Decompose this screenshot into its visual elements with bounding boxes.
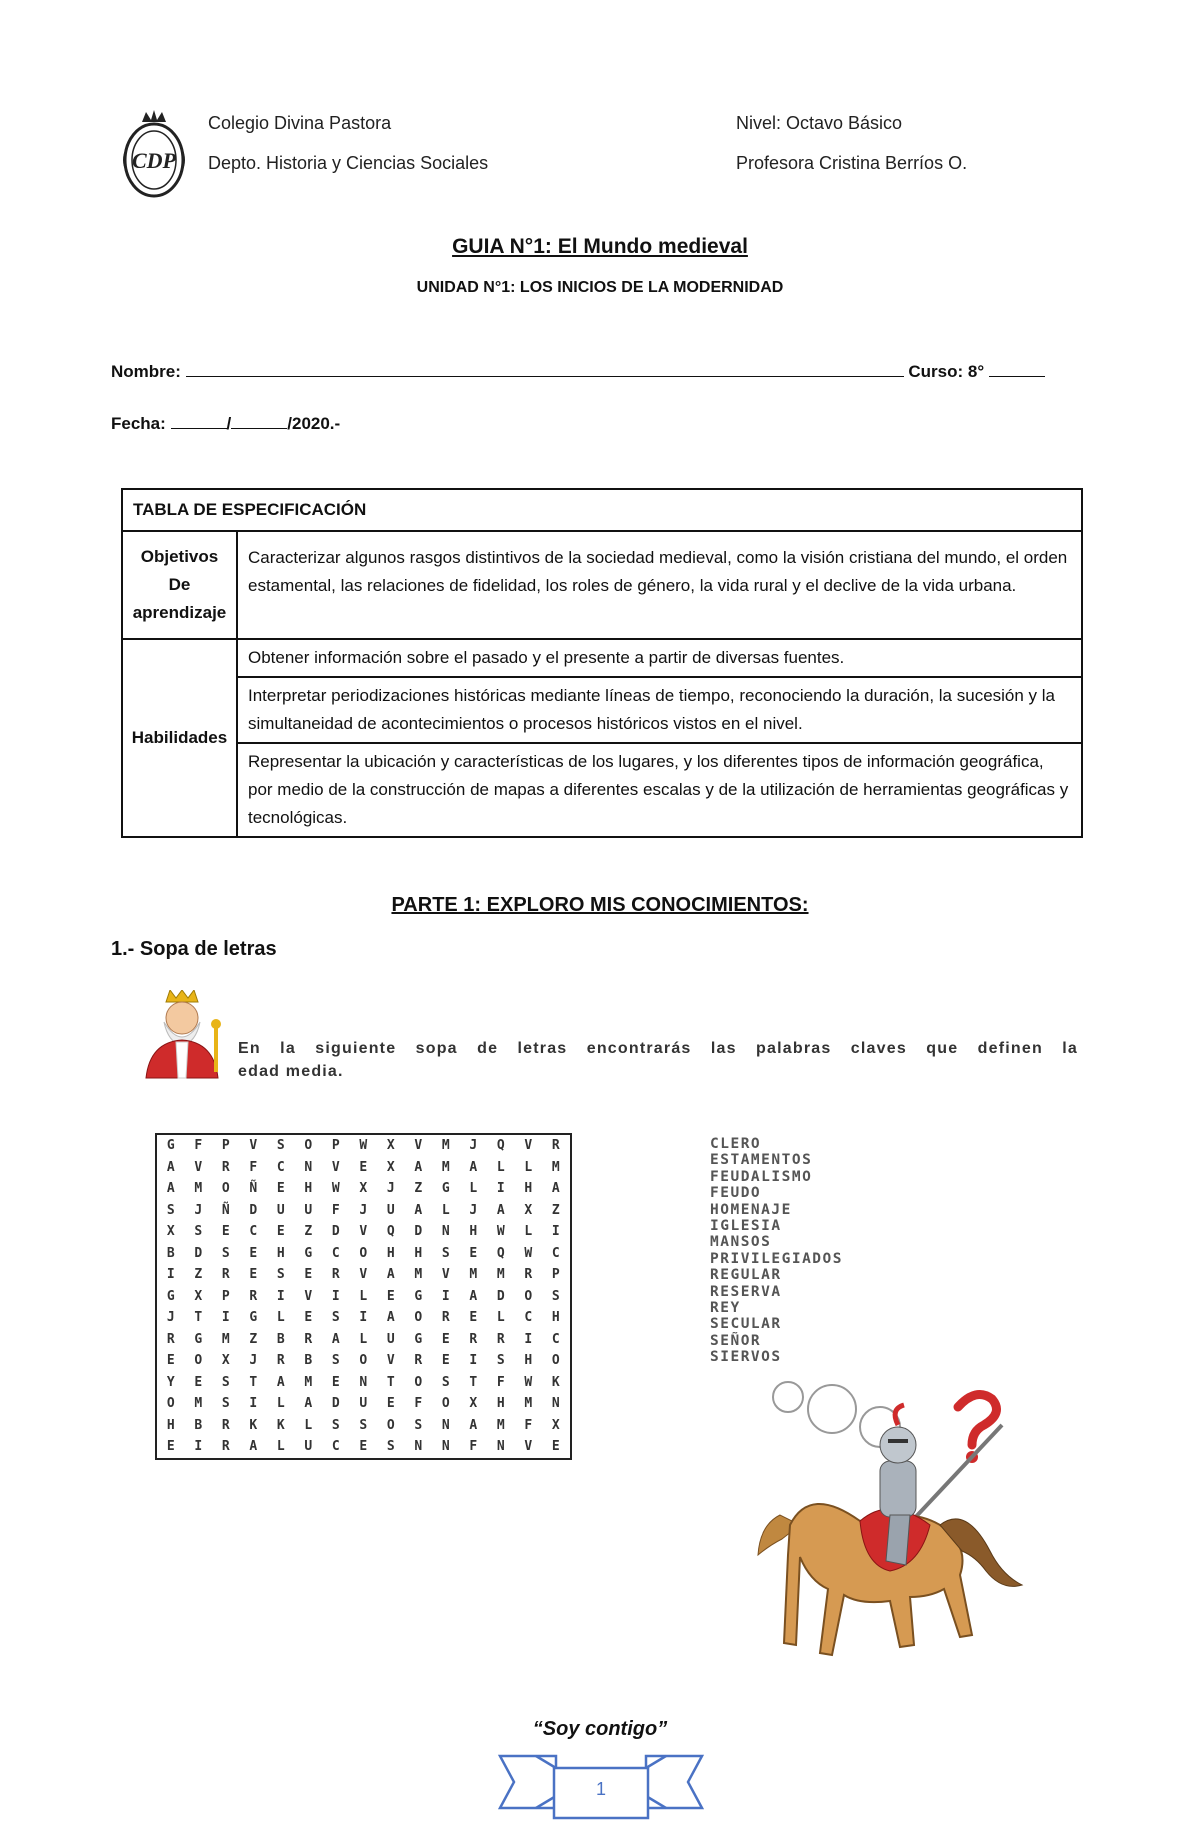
grid-letter: Z xyxy=(551,1202,560,1218)
grid-letter: J xyxy=(166,1310,175,1326)
grid-letter: J xyxy=(194,1202,203,1218)
grid-letter: S xyxy=(414,1417,423,1433)
grid-letter: W xyxy=(359,1138,368,1154)
grid-letter: Y xyxy=(166,1374,175,1390)
grid-letter: G xyxy=(441,1181,450,1197)
grid-letter: M xyxy=(551,1159,560,1175)
grid-letter: C xyxy=(249,1224,258,1240)
grid-letter: G xyxy=(194,1331,203,1347)
grid-letter: T xyxy=(194,1310,203,1326)
grid-letter: S xyxy=(441,1374,450,1390)
grid-letter: E xyxy=(441,1331,450,1347)
grid-letter: A xyxy=(469,1417,478,1433)
grid-letter: E xyxy=(441,1353,450,1369)
grid-letter: N xyxy=(441,1224,450,1240)
grid-letter: V xyxy=(249,1138,258,1154)
grid-letter: E xyxy=(221,1224,230,1240)
grid-letter: M xyxy=(496,1267,505,1283)
grid-letter: I xyxy=(551,1224,560,1240)
grid-letter: I xyxy=(166,1267,175,1283)
grid-letter: H xyxy=(414,1245,423,1261)
grid-letter: A xyxy=(469,1288,478,1304)
grid-letter: D xyxy=(249,1202,258,1218)
grid-letter: G xyxy=(414,1288,423,1304)
grid-row xyxy=(156,1157,571,1179)
grid-letter: F xyxy=(331,1202,340,1218)
grid-letter: L xyxy=(359,1331,368,1347)
grid-row xyxy=(156,1221,571,1243)
grid-letter: L xyxy=(276,1439,285,1455)
date-field[interactable]: Fecha: / /2020.- xyxy=(111,414,341,433)
grid-row xyxy=(156,1329,571,1351)
grid-letter: I xyxy=(359,1310,368,1326)
grid-letter: S xyxy=(496,1353,505,1369)
grid-letter: L xyxy=(304,1417,313,1433)
word-list-item: FEUDO xyxy=(710,1185,762,1202)
date-label: Fecha: xyxy=(111,414,166,433)
grid-letter: L xyxy=(469,1181,478,1197)
king-illustration xyxy=(136,990,228,1080)
grid-letter: L xyxy=(524,1159,533,1175)
grid-letter: G xyxy=(166,1138,175,1154)
grid-letter: L xyxy=(276,1310,285,1326)
grid-letter: P xyxy=(551,1267,560,1283)
grid-letter: U xyxy=(304,1439,313,1455)
grid-letter: S xyxy=(386,1439,395,1455)
grid-letter: R xyxy=(469,1331,478,1347)
grid-letter: I xyxy=(496,1181,505,1197)
grid-letter: M xyxy=(469,1267,478,1283)
grid-letter: C xyxy=(331,1439,340,1455)
grid-letter: I xyxy=(276,1288,285,1304)
grid-letter: B xyxy=(194,1417,203,1433)
grid-letter: U xyxy=(386,1331,395,1347)
grid-letter: N xyxy=(551,1396,560,1412)
department: Depto. Historia y Ciencias Sociales xyxy=(208,153,489,173)
instruction-text: En la siguiente sopa de letras encontrarás las palabras claves que definen la edad media. xyxy=(238,1040,1078,1080)
grid-letter: R xyxy=(221,1417,230,1433)
grid-letter: M xyxy=(414,1267,423,1283)
grid-letter: S xyxy=(441,1245,450,1261)
grid-letter: O xyxy=(441,1396,450,1412)
grid-letter: O xyxy=(304,1138,313,1154)
grid-letter: R xyxy=(496,1331,505,1347)
grid-letter: L xyxy=(359,1288,368,1304)
grid-letter: O xyxy=(221,1181,230,1197)
grid-letter: A xyxy=(386,1267,395,1283)
grid-letter: A xyxy=(414,1159,423,1175)
skill-item: Obtener información sobre el pasado y el presente a partir de diversas fuentes. xyxy=(237,639,1082,677)
grid-letter: R xyxy=(221,1439,230,1455)
grid-letter: C xyxy=(524,1310,533,1326)
grid-letter: B xyxy=(304,1353,313,1369)
grid-letter: E xyxy=(359,1159,368,1175)
grid-letter: Z xyxy=(304,1224,313,1240)
grid-letter: V xyxy=(414,1138,423,1154)
word-list-item: SECULAR xyxy=(710,1316,782,1333)
grid-letter: R xyxy=(414,1353,423,1369)
grid-letter: R xyxy=(524,1267,533,1283)
grid-letter: Q xyxy=(496,1138,505,1154)
grid-letter: M xyxy=(441,1138,450,1154)
grid-letter: B xyxy=(166,1245,175,1261)
grid-letter: V xyxy=(331,1159,340,1175)
objective-text: Caracterizar algunos rasgos distintivos de la sociedad medieval, como la visión cristiana del mundo, el orden estamental, las relaciones de fidelidad, los roles de género, la vida rural y el declive de la vida urbana. xyxy=(237,531,1082,639)
grid-letter: L xyxy=(441,1202,450,1218)
grid-letter: S xyxy=(166,1202,175,1218)
grid-letter: I xyxy=(441,1288,450,1304)
grid-letter: E xyxy=(469,1245,478,1261)
grid-letter: I xyxy=(221,1310,230,1326)
grid-letter: H xyxy=(276,1245,285,1261)
grid-letter: I xyxy=(331,1288,340,1304)
grid-letter: N xyxy=(441,1439,450,1455)
grid-letter: D xyxy=(331,1396,340,1412)
grid-letter: O xyxy=(194,1353,203,1369)
grid-letter: G xyxy=(414,1331,423,1347)
grid-letter: A xyxy=(304,1396,313,1412)
grid-letter: W xyxy=(496,1224,505,1240)
grid-letter: F xyxy=(496,1374,505,1390)
grid-row xyxy=(156,1415,571,1437)
grid-letter: N xyxy=(304,1159,313,1175)
grid-letter: N xyxy=(441,1417,450,1433)
grid-letter: J xyxy=(249,1353,258,1369)
grid-letter: M xyxy=(496,1417,505,1433)
grid-letter: T xyxy=(249,1374,258,1390)
grid-letter: U xyxy=(359,1396,368,1412)
grid-letter: A xyxy=(166,1159,175,1175)
grid-letter: E xyxy=(276,1224,285,1240)
grid-letter: Ñ xyxy=(221,1202,230,1218)
grid-letter: R xyxy=(551,1138,560,1154)
part1-title: PARTE 1: EXPLORO MIS CONOCIMIENTOS: xyxy=(391,894,809,916)
skill-item: Interpretar periodizaciones históricas mediante líneas de tiempo, reconociendo la duración, la sucesión y la simultaneidad de acontecimientos o procesos históricos vistos en el nivel. xyxy=(237,677,1082,743)
grid-letter: N xyxy=(359,1374,368,1390)
grid-letter: O xyxy=(386,1417,395,1433)
school-motto: “Soy contigo” xyxy=(532,1718,668,1740)
grid-letter: G xyxy=(304,1245,313,1261)
grid-letter: R xyxy=(221,1159,230,1175)
grid-letter: X xyxy=(359,1181,368,1197)
grid-letter: H xyxy=(386,1245,395,1261)
grid-letter: X xyxy=(386,1159,395,1175)
grid-letter: S xyxy=(551,1288,560,1304)
grid-letter: F xyxy=(524,1417,533,1433)
grid-letter: A xyxy=(551,1181,560,1197)
grid-letter: S xyxy=(331,1310,340,1326)
grid-letter: I xyxy=(194,1439,203,1455)
grid-letter: V xyxy=(524,1138,533,1154)
grid-letter: J xyxy=(359,1202,368,1218)
grid-letter: O xyxy=(551,1353,560,1369)
spec-table-title: TABLA DE ESPECIFICACIÓN xyxy=(122,489,1082,531)
specification-table xyxy=(121,488,1083,838)
school-name: Colegio Divina Pastora xyxy=(208,113,392,133)
grid-letter: R xyxy=(441,1310,450,1326)
school-logo xyxy=(118,108,190,200)
grid-row xyxy=(156,1243,571,1265)
grid-letter: M xyxy=(221,1331,230,1347)
grid-letter: R xyxy=(166,1331,175,1347)
grid-letter: O xyxy=(414,1374,423,1390)
grid-letter: Z xyxy=(414,1181,423,1197)
grid-letter: S xyxy=(221,1374,230,1390)
grid-letter: K xyxy=(551,1374,560,1390)
grid-letter: E xyxy=(249,1245,258,1261)
grid-letter: U xyxy=(276,1202,285,1218)
grid-letter: Ñ xyxy=(249,1181,258,1197)
grid-row xyxy=(156,1307,571,1329)
grid-letter: E xyxy=(276,1181,285,1197)
grid-letter: N xyxy=(496,1439,505,1455)
grid-letter: J xyxy=(386,1181,395,1197)
grid-letter: F xyxy=(249,1159,258,1175)
grid-letter: D xyxy=(496,1288,505,1304)
grid-letter: H xyxy=(304,1181,313,1197)
grid-letter: E xyxy=(386,1288,395,1304)
grid-letter: V xyxy=(441,1267,450,1283)
grid-row xyxy=(156,1200,571,1222)
grid-row xyxy=(156,1134,571,1157)
grid-letter: C xyxy=(276,1159,285,1175)
grid-letter: A xyxy=(249,1439,258,1455)
grid-letter: M xyxy=(524,1396,533,1412)
name-label: Nombre: xyxy=(111,362,181,381)
grid-letter: H xyxy=(469,1224,478,1240)
grid-letter: C xyxy=(551,1245,560,1261)
grid-letter: M xyxy=(441,1159,450,1175)
grid-letter: P xyxy=(221,1138,230,1154)
word-list-item: SEÑOR xyxy=(710,1332,762,1349)
grid-letter: X xyxy=(524,1202,533,1218)
grid-row xyxy=(156,1436,571,1459)
grid-letter: W xyxy=(524,1245,533,1261)
grid-letter: U xyxy=(386,1202,395,1218)
grid-letter: S xyxy=(221,1396,230,1412)
grid-letter: D xyxy=(194,1245,203,1261)
grid-letter: E xyxy=(166,1353,175,1369)
grid-letter: I xyxy=(469,1353,478,1369)
grid-letter: F xyxy=(194,1138,203,1154)
grid-letter: C xyxy=(551,1331,560,1347)
grid-row xyxy=(156,1372,571,1394)
grid-letter: X xyxy=(221,1353,230,1369)
grid-letter: S xyxy=(359,1417,368,1433)
grid-letter: L xyxy=(276,1396,285,1412)
grid-row xyxy=(156,1178,571,1200)
grid-letter: R xyxy=(331,1267,340,1283)
grid-letter: C xyxy=(331,1245,340,1261)
word-list-item: CLERO xyxy=(710,1136,762,1152)
course-label: Curso: 8° xyxy=(908,362,985,381)
grid-letter: T xyxy=(386,1374,395,1390)
grid-letter: A xyxy=(331,1331,340,1347)
svg-text:CDP: CDP xyxy=(132,148,176,173)
grid-row xyxy=(156,1264,571,1286)
grid-letter: S xyxy=(331,1353,340,1369)
grid-letter: G xyxy=(249,1310,258,1326)
grid-letter: S xyxy=(276,1138,285,1154)
grid-letter: L xyxy=(496,1310,505,1326)
grid-letter: A xyxy=(469,1159,478,1175)
grid-letter: S xyxy=(276,1267,285,1283)
grid-letter: S xyxy=(194,1224,203,1240)
grid-letter: E xyxy=(166,1439,175,1455)
grid-letter: E xyxy=(194,1374,203,1390)
grid-letter: V xyxy=(194,1159,203,1175)
teacher: Profesora Cristina Berríos O. xyxy=(736,153,968,173)
grid-letter: E xyxy=(304,1267,313,1283)
skills-label: Habilidades xyxy=(122,639,237,837)
grid-letter: X xyxy=(469,1396,478,1412)
grid-letter: O xyxy=(166,1396,175,1412)
grid-letter: A xyxy=(496,1202,505,1218)
grid-letter: E xyxy=(359,1439,368,1455)
grid-letter: L xyxy=(496,1159,505,1175)
grid-letter: I xyxy=(524,1331,533,1347)
grid-letter: W xyxy=(524,1374,533,1390)
grid-letter: M xyxy=(194,1181,203,1197)
word-list-item: MANSOS xyxy=(710,1234,772,1251)
grid-letter: S xyxy=(331,1417,340,1433)
word-list-item: IGLESIA xyxy=(710,1218,782,1235)
grid-letter: K xyxy=(276,1417,285,1433)
grid-letter: W xyxy=(331,1181,340,1197)
grid-row xyxy=(156,1393,571,1415)
grid-letter: O xyxy=(524,1288,533,1304)
grid-letter: R xyxy=(249,1288,258,1304)
word-list-item: SIERVOS xyxy=(710,1349,782,1366)
skill-item: Representar la ubicación y características de los lugares, y los diferentes tipos de información geográfica, por medio de la construcción de mapas a diferentes escalas y de la utilización de herramientas geográficas y tecnológicas. xyxy=(237,743,1082,837)
objectives-label: Objetivos De aprendizaje xyxy=(122,531,237,639)
grid-letter: B xyxy=(276,1331,285,1347)
grid-letter: Z xyxy=(249,1331,258,1347)
grid-letter: D xyxy=(414,1224,423,1240)
grid-letter: V xyxy=(359,1224,368,1240)
grid-letter: A xyxy=(276,1374,285,1390)
grid-letter: Q xyxy=(496,1245,505,1261)
grid-letter: P xyxy=(221,1288,230,1304)
word-list xyxy=(710,1136,843,1366)
grid-letter: M xyxy=(194,1396,203,1412)
grid-letter: F xyxy=(414,1396,423,1412)
grid-letter: E xyxy=(386,1396,395,1412)
grid-letter: K xyxy=(249,1417,258,1433)
grid-letter: H xyxy=(496,1396,505,1412)
grid-letter: F xyxy=(469,1439,478,1455)
word-list-item: FEUDALISMO xyxy=(710,1168,813,1185)
grid-letter: V xyxy=(524,1439,533,1455)
grid-letter: X xyxy=(166,1224,175,1240)
grid-row xyxy=(156,1350,571,1372)
word-list-item: REY xyxy=(710,1300,741,1317)
grid-letter: V xyxy=(304,1288,313,1304)
grid-letter: R xyxy=(221,1267,230,1283)
grid-letter: S xyxy=(221,1245,230,1261)
word-search-grid xyxy=(155,1133,572,1460)
grid-row xyxy=(156,1286,571,1308)
grid-letter: J xyxy=(469,1202,478,1218)
word-list-item: PRIVILEGIADOS xyxy=(710,1250,843,1267)
level: Nivel: Octavo Básico xyxy=(736,113,903,133)
grid-letter: Z xyxy=(194,1267,203,1283)
grid-letter: A xyxy=(386,1310,395,1326)
grid-letter: G xyxy=(166,1288,175,1304)
word-list-item: RESERVA xyxy=(710,1283,782,1300)
grid-letter: H xyxy=(524,1353,533,1369)
grid-letter: T xyxy=(469,1374,478,1390)
grid-letter: H xyxy=(551,1310,560,1326)
knight-illustration xyxy=(740,1375,1040,1675)
grid-letter: O xyxy=(414,1310,423,1326)
grid-letter: X xyxy=(386,1138,395,1154)
grid-letter: V xyxy=(386,1353,395,1369)
grid-letter: U xyxy=(304,1202,313,1218)
grid-letter: M xyxy=(304,1374,313,1390)
grid-letter: E xyxy=(249,1267,258,1283)
grid-letter: A xyxy=(166,1181,175,1197)
grid-letter: J xyxy=(469,1138,478,1154)
grid-letter: E xyxy=(469,1310,478,1326)
grid-letter: X xyxy=(194,1288,203,1304)
grid-letter: X xyxy=(551,1417,560,1433)
name-field[interactable] xyxy=(111,360,1045,382)
grid-letter: P xyxy=(331,1138,340,1154)
grid-letter: E xyxy=(304,1310,313,1326)
grid-letter: L xyxy=(524,1224,533,1240)
grid-letter: I xyxy=(249,1396,258,1412)
unit-title: UNIDAD N°1: LOS INICIOS DE LA MODERNIDAD xyxy=(416,279,784,296)
grid-letter: V xyxy=(359,1267,368,1283)
word-list-item: REGULAR xyxy=(710,1267,782,1284)
grid-letter: O xyxy=(359,1245,368,1261)
guide-title: GUIA N°1: El Mundo medieval xyxy=(452,235,748,258)
grid-letter: A xyxy=(414,1202,423,1218)
activity-title: 1.- Sopa de letras xyxy=(111,938,277,960)
grid-letter: R xyxy=(276,1353,285,1369)
page-number: 1 xyxy=(595,1779,606,1799)
grid-letter: E xyxy=(551,1439,560,1455)
word-list-item: HOMENAJE xyxy=(710,1201,792,1218)
grid-letter: H xyxy=(524,1181,533,1197)
grid-letter: H xyxy=(166,1417,175,1433)
grid-letter: R xyxy=(304,1331,313,1347)
word-list-item: ESTAMENTOS xyxy=(710,1152,813,1169)
grid-letter: E xyxy=(331,1374,340,1390)
grid-letter: O xyxy=(359,1353,368,1369)
grid-letter: N xyxy=(414,1439,423,1455)
grid-letter: Q xyxy=(386,1224,395,1240)
grid-letter: D xyxy=(331,1224,340,1240)
